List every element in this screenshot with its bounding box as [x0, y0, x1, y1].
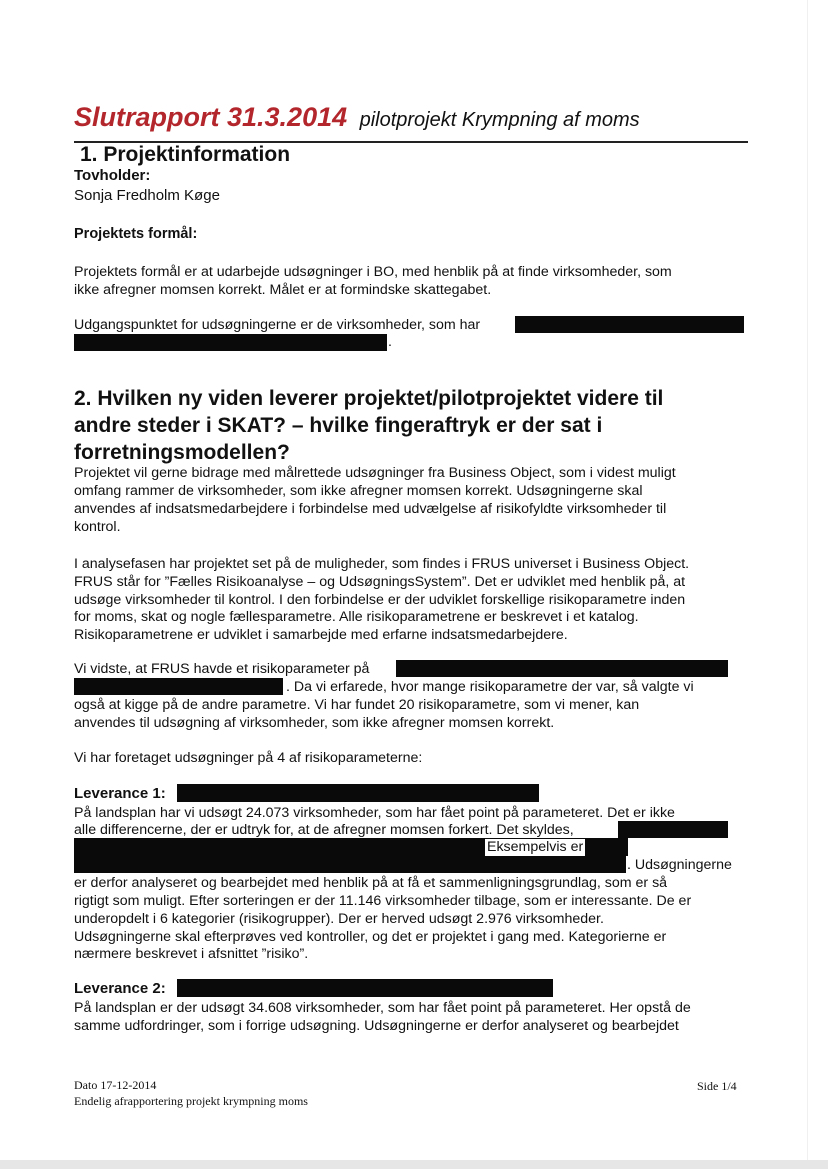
section2-p2-line-2: FRUS står for ”Fælles Risikoanalyse – og UdsøgningsSystem”. Det er udviklet med henblik på, at [74, 574, 686, 590]
footer-document-title: Endelig afrapportering projekt krympning moms [74, 1094, 308, 1108]
scan-bottom-edge [0, 1160, 828, 1169]
leverance2-label: Leverance 2: [74, 980, 166, 997]
leverance2-line-1: På landsplan er der udsøgt 34.608 virksomheder, som har fået point på parameteret. Her opstå de [74, 1000, 691, 1016]
leverance1-chip-text: Eksempelvis er [487, 839, 584, 855]
section2-p3-line-1: Vi vidste, at FRUS havde et risikoparameter på [74, 661, 370, 677]
leverance1-line-6: rigtigt som muligt. Efter sorteringen er der 11.146 virksomheder tilbage, som er interessante. De er [74, 893, 692, 909]
tovholder-value: Sonja Fredholm Køge [74, 187, 220, 204]
leverance1-line-8: Udsøgningerne skal efterprøves ved kontroller, og det er projektet i gang med. Kategorierne er [74, 929, 667, 945]
formaal-label: Projektets formål: [74, 226, 198, 242]
section1-heading: 1. Projektinformation [80, 143, 291, 166]
section2-p2-line-4: for moms, skat og nogle fællesparametre. Alle risikoparametrene er beskrevet i et katalog. [74, 609, 639, 625]
footer-page-number: Side 1/4 [697, 1079, 737, 1093]
section2-heading-line-2: andre steder i SKAT? – hvilke fingeraftryk er der sat i [74, 414, 603, 437]
formaal-line-2: ikke afregner momsen korrekt. Målet er at formindske skattegabet. [74, 282, 492, 298]
leverance1-line-7: underopdelt i 6 kategorier (risikogrupper). Der er herved udsøgt 2.976 virksomheder. [74, 911, 604, 927]
section2-p1-line-2: omfang rammer de virksomheder, som ikke afregner momsen korrekt. Udsøgningerne skal [74, 483, 643, 499]
section2-p2-line-1: I analysefasen har projektet set på de muligheder, som findes i FRUS universet i Business Object. [74, 556, 690, 572]
section2-heading-line-1: 2. Hvilken ny viden leverer projektet/pilotprojektet videre til [74, 387, 664, 410]
redaction-block [74, 678, 283, 695]
leverance1-line-4-end: . Udsøgningerne [627, 857, 732, 873]
leverance1-line-2: alle differencerne, der er udtryk for, at de afregner momsen forkert. Det skyldes, [74, 822, 574, 838]
leverance2-line-2: samme udfordringer, som i forrige udsøgning. Udsøgningerne er derfor analyseret og bearbejdet [74, 1018, 679, 1034]
leverance1-line-1: På landsplan har vi udsøgt 24.073 virksomheder, som har fået point på parameteret. Det er ikke [74, 805, 675, 821]
section2-p3-line-2: . Da vi erfarede, hvor mange risikoparametre der var, så valgte vi [286, 679, 694, 695]
leverance1-label: Leverance 1: [74, 785, 166, 802]
section2-heading-line-3: forretningsmodellen? [74, 441, 290, 464]
redaction-block [177, 784, 539, 802]
leverance1-line-5: er derfor analyseret og bearbejdet med henblik på at få et sammenligningsgrundlag, som er så [74, 875, 668, 891]
leverance1-line-9: nærmere beskrevet i afsnittet ”risiko”. [74, 946, 309, 962]
redaction-block [515, 316, 744, 333]
section2-p1-line-3: anvendes af indsatsmedarbejdere i forbindelse med udvælgelse af risikofyldte virksomheder til [74, 501, 667, 517]
section2-p2-line-3: udsøge virksomheder til kontrol. I den forbindelse er der udviklet forskellige risikoparametre inden [74, 592, 686, 608]
section2-p4: Vi har foretaget udsøgninger på 4 af risikoparameterne: [74, 750, 423, 766]
redaction-block [396, 660, 728, 677]
redaction-block [618, 821, 728, 838]
redaction-block [598, 838, 628, 856]
redaction-block [74, 334, 387, 351]
section2-p1-line-4: kontrol. [74, 519, 121, 535]
section2-heading [74, 385, 714, 466]
footer-date: Dato 17-12-2014 [74, 1078, 157, 1092]
formaal-line-1: Projektets formål er at udarbejde udsøgninger i BO, med henblik på at finde virksomheder, som [74, 264, 672, 280]
udgangspunkt-end: . [388, 334, 392, 350]
udgangspunkt-text: Udgangspunktet for udsøgningerne er de virksomheder, som har [74, 317, 481, 333]
scan-edge [807, 0, 808, 1160]
section2-p2-line-5: Risikoparametrene er udviklet i samarbejde med erfarne indsatsmedarbejdere. [74, 627, 568, 643]
section2-p1-line-1: Projektet vil gerne bidrage med målrettede udsøgninger fra Business Object, som i videst muligt [74, 465, 676, 481]
section2-p3-line-4: anvendes til udsøgning af virksomheder, som ikke afregner momsen korrekt. [74, 715, 555, 731]
tovholder-label: Tovholder: [74, 167, 151, 184]
report-title-main: Slutrapport 31.3.2014 [74, 102, 348, 132]
report-title [74, 102, 748, 133]
redaction-block [177, 979, 553, 997]
report-title-subtitle: pilotprojekt Krympning af moms [359, 109, 640, 131]
section2-p3-line-3: også at kigge på de andre parametre. Vi har fundet 20 risikoparametre, som vi mener, kan [74, 697, 640, 713]
